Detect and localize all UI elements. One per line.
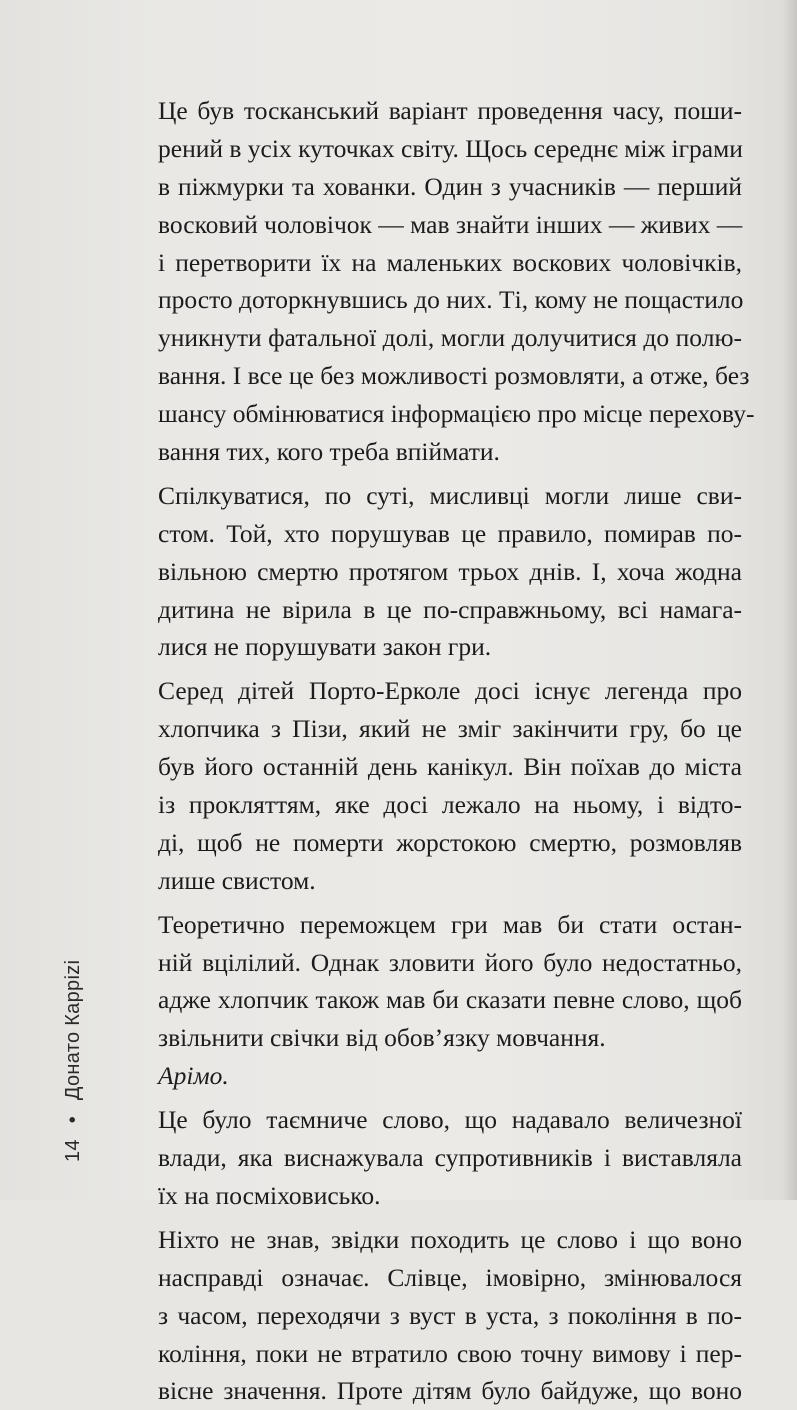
text-line: лися не порушувати закон гри. [158, 632, 492, 662]
text-line: Ніхто не знав, звідки походить це слово і що воно [158, 1224, 742, 1254]
text-line: в піжмурки та хованки. Один з учасників — перший [158, 171, 742, 201]
paragraph [158, 477, 742, 666]
text-line: Це був тосканський варіант проведення часу, поши- [158, 96, 742, 125]
text-line: адже хлопчик також мав би сказати певне слово, щоб [158, 985, 742, 1015]
paragraph [158, 1221, 742, 1410]
author-name: Донато Карріzi [62, 959, 84, 1101]
text-line: коління, поки не втратило свою точну вимову і пер- [158, 1338, 742, 1368]
text-line: ді, щоб не померти жорстокою смертю, розмовляв [158, 827, 742, 857]
body-text [158, 92, 755, 1410]
text-line: восковий чоловічок — мав знайти інших — живих — [158, 209, 743, 239]
paragraph [158, 906, 742, 1058]
text-line: Серед дітей Порто-Ерколе досі існує легенда про [158, 676, 742, 706]
text-line: звільнити свічки від обов’язку мовчання. [158, 1023, 606, 1053]
footer-separator: • [62, 1115, 84, 1124]
text-line: хлопчика з Пізи, який не зміг закінчити гру, бо це [158, 714, 742, 744]
text-line: Теоретично переможцем гри мав би стати остан- [158, 909, 742, 939]
text-line: вання. І все це без можливості розмовляти, а отже, без [158, 361, 750, 391]
paragraph [158, 1101, 742, 1215]
text-line: влади, яка виснажувала супротивників і виставляла [158, 1143, 742, 1173]
text-line: насправді означає. Слівце, імовірно, змінювалося [158, 1262, 742, 1292]
text-line: дитина не вірила в це по-справжньому, всі намага- [158, 594, 742, 624]
text-line: і перетворити їх на маленьких воскових чоловічків, [158, 247, 742, 277]
text-line: вання тих, кого треба впіймати. [158, 437, 500, 467]
text-line: Арімо. [158, 1061, 229, 1091]
page-number: 14 [62, 1139, 84, 1162]
page-edge-shadow [783, 0, 797, 1200]
text-line: стом. Той, хто порушував це правило, помирав по- [158, 518, 742, 548]
text-line: рений в усіх куточках світу. Щось середнє між іграми [158, 133, 743, 163]
running-footer [62, 960, 85, 1162]
text-line: лише свистом. [158, 865, 316, 895]
text-line: просто доторкнувшись до них. Ті, кому не пощастило [158, 285, 744, 315]
text-line: Спілкуватися, по суті, мисливці могли лише сви- [158, 480, 742, 510]
text-line: був його останній день канікул. Він поїхав до міста [158, 752, 742, 782]
text-line: вільною смертю протягом трьох днів. І, хоча жодна [158, 556, 742, 586]
text-line: з часом, переходячи з вуст в уста, з покоління в по- [158, 1300, 742, 1330]
paragraph-italic-word [158, 1057, 742, 1095]
text-line: уникнути фатальної долі, могли долучитися до полю- [158, 323, 742, 353]
text-line: вісне значення. Проте дітям було байдуже, що воно [158, 1376, 742, 1406]
paragraph [158, 672, 742, 899]
text-line: із прокляттям, яке досі лежало на ньому, і відто- [158, 790, 742, 820]
text-line: їх на посміховисько. [158, 1180, 381, 1210]
text-line: ній вцілілий. Однак зловити його було недостатньо, [158, 947, 742, 977]
text-line: шансу обмінюватися інформацією про місце перехову- [158, 399, 755, 429]
paragraph [158, 92, 755, 471]
text-line: Це було таємниче слово, що надавало величезної [158, 1105, 742, 1135]
